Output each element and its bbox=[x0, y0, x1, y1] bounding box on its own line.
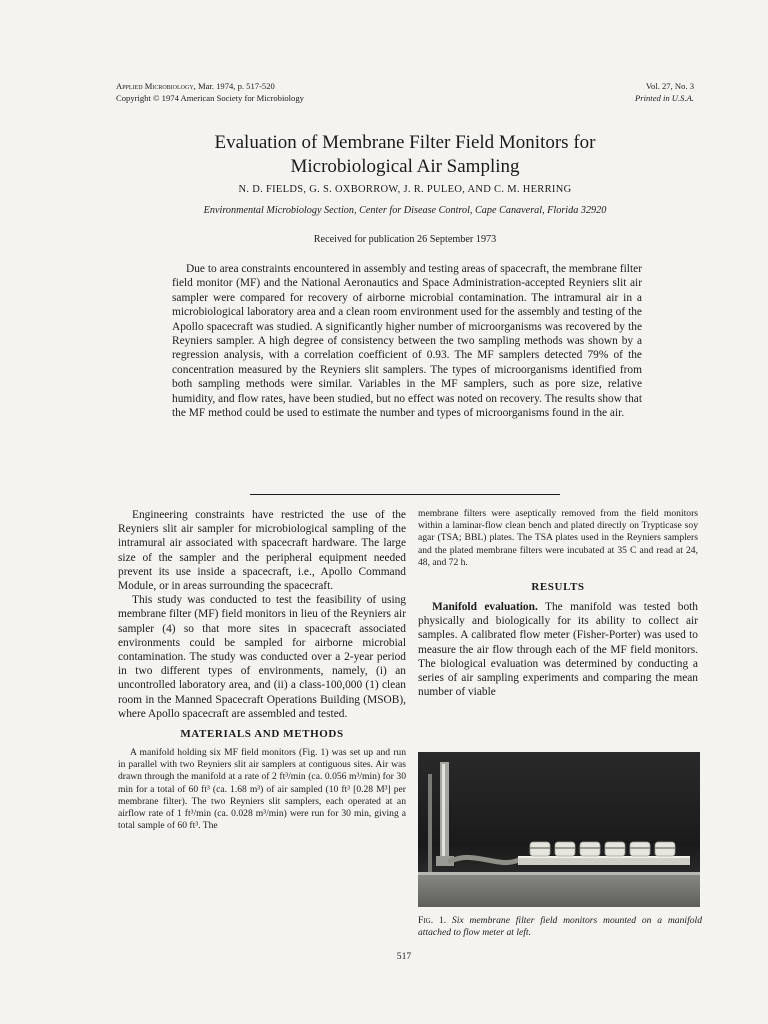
results-heading: RESULTS bbox=[531, 581, 585, 594]
results-paragraph-1 bbox=[418, 600, 698, 699]
author-affiliation: Environmental Microbiology Section, Center for Disease Control, Cape Canaveral, Florida 32920 bbox=[203, 205, 607, 216]
figure-1-label: Fig. 1. bbox=[418, 915, 447, 926]
title-line-1: Evaluation of Membrane Filter Field Monitors for bbox=[214, 132, 596, 153]
journal-name: Applied Microbiology, bbox=[116, 81, 196, 91]
figure-1-caption-text: Six membrane filter field monitors mounted on a manifold attached to flow meter at left. bbox=[418, 915, 702, 938]
methods-paragraph-2: membrane filters were aseptically removed from the field monitors within a laminar-flow clean bench and plated directly on Trypticase soy agar (TSA; BBL) plates. The TSA plates used in the Reyniers samplers and the plated membrane filters were incubated at 35 C and read at 24, 48, and 72 h. bbox=[418, 508, 698, 568]
results-text: The manifold was tested both physically and biologically for its ability to collect air samples. A calibrated flow meter (Fisher-Porter) was used to measure the air flow through each of the MF field monitors. The biological evaluation was determined by conducting a series of air sampling experiments and comparing the mean number of viable bbox=[418, 601, 699, 699]
issue-info bbox=[635, 80, 694, 104]
printed-location: Printed in U.S.A. bbox=[635, 93, 694, 103]
intro-paragraph-1: Engineering constraints have restricted the use of the Reyniers slit air sampler for microbiological sampling of the intramural air associated with spacecraft hardware. The large size of the sampler and the peripheral equipment needed prevent its use inside a spacecraft, i.e., Apollo Command Module, or in areas surrounding the spacecraft. bbox=[118, 509, 406, 593]
methods-heading: MATERIALS AND METHODS bbox=[180, 728, 344, 741]
citation-details: Mar. 1974, p. 517-520 bbox=[195, 81, 275, 91]
author-list: N. D. FIELDS, G. S. OXBORROW, J. R. PULEO, AND C. M. HERRING bbox=[238, 184, 572, 195]
title-line-2: Microbiological Air Sampling bbox=[290, 156, 520, 177]
article-title bbox=[100, 131, 710, 179]
manifold-photo-illustration bbox=[418, 752, 700, 907]
section-divider bbox=[250, 494, 560, 495]
methods-paragraph-1: A manifold holding six MF field monitors (Fig. 1) was set up and run in parallel with two Reyniers slit air samplers at contiguous sites. Air was drawn through the manifold at a rate of 2 ft³/min (ca. 0.056 m³/min) for 30 min for a total of 60 ft³ (ca. 1.68 m³) of air sampled (10 ft³ [0.28 M³] per membrane filter). The two Reyniers slit samplers, each operated at an airflow rate of 1 ft³/min (ca. 0.028 m³/min) were run for 30 min, giving a total sample of 60 ft³. The bbox=[118, 747, 406, 832]
received-date: Received for publication 26 September 1973 bbox=[313, 234, 497, 245]
left-column bbox=[118, 508, 406, 832]
intro-paragraph-2: This study was conducted to test the feasibility of using membrane filter (MF) field monitors in lieu of the Reyniers air sampler (4) so that more sites in spacecraft associated environments could be sampled for airborne microbial contamination. The study was conducted over a 2-year period in two different types of environments, namely, (i) an uncontrolled laboratory area, and (ii) a class-100,000 (1) clean room in the Manned Spacecraft Operations Building (MSOB), where Apollo spacecraft are assembled and tested. bbox=[118, 594, 406, 720]
journal-header bbox=[116, 80, 304, 104]
right-column bbox=[418, 508, 698, 699]
copyright-line: Copyright © 1974 American Society for Microbiology bbox=[116, 93, 304, 103]
page-number: 517 bbox=[396, 951, 412, 962]
figure-1-caption bbox=[418, 915, 702, 939]
abstract: Due to area constraints encountered in assembly and testing areas of spacecraft, the membrane filter field monitor (MF) and the National Aeronautics and Space Administration-accepted Reyniers slit air sampler were compared for recovery of airborne microbial contamination. The intramural air in a microbiological laboratory area and a clean room environment used for the assembly and testing of the Apollo spacecraft was studied. A significantly higher number of microorganisms was recovered by the Reyniers sampler. A high degree of consistency between the two sampling methods was shown by a regression analysis, with a correlation coefficient of 0.93. The MF samplers detected 79% of the concentration measured by the Reyniers slit samplers. The types of microorganisms identified from both sampling methods were similar. Variables in the MF samplers, such as pore size, relative humidity, and flow rates, have been studied, but no effect was noted on recovery. The results show that the MF method could be used to estimate the number and types of microorganisms found in the air. bbox=[172, 263, 642, 420]
figure-1-photo bbox=[418, 752, 700, 907]
volume-number: Vol. 27, No. 3 bbox=[645, 81, 694, 91]
journal-citation bbox=[116, 80, 304, 92]
results-runin-heading: Manifold evaluation. bbox=[432, 601, 538, 614]
